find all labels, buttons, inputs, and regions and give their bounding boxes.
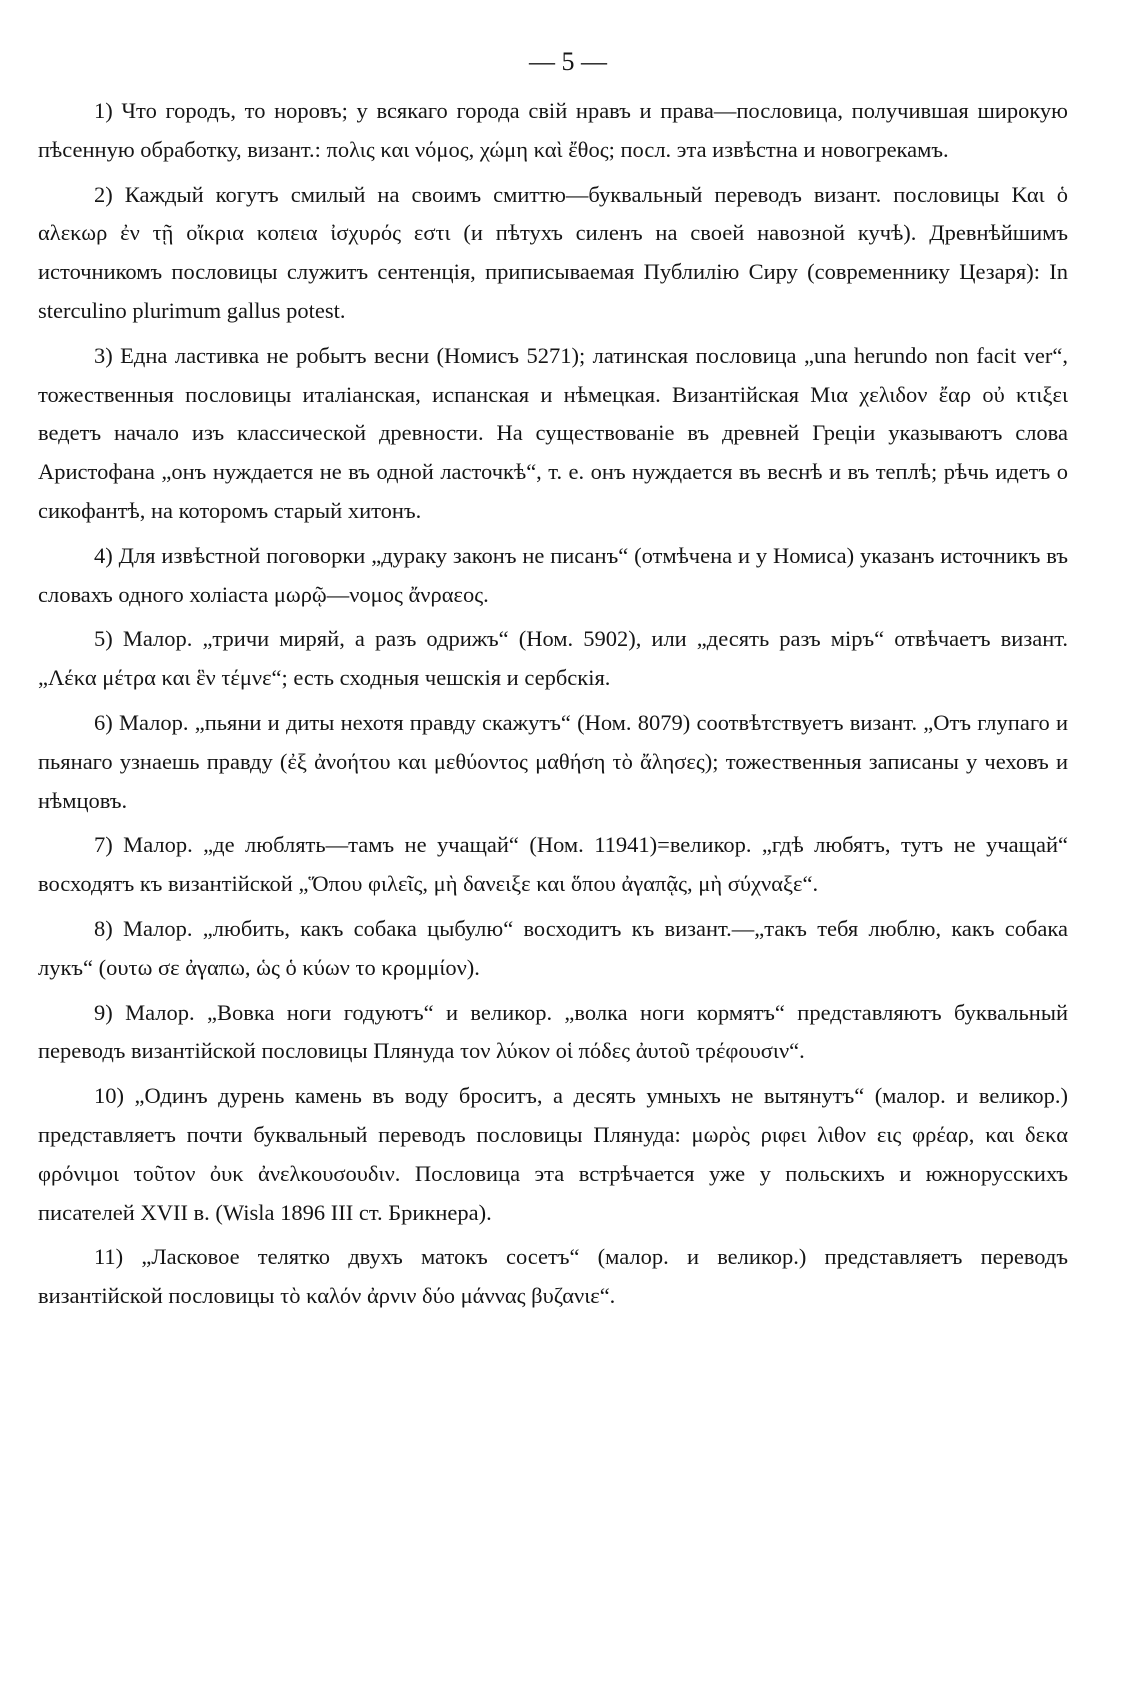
paragraph-7: 7) Малор. „де люблять—тамъ не учащай“ (Ном. 11941)=великор. „гдѣ любятъ, тутъ не учащай“ восходятъ къ византійской „Ὅπου φιλεῖς, μὴ δανειξε και ὅπου ἀγαπᾷς, μὴ σύχναξε“.: [38, 832, 1068, 897]
page-number: — 5 —: [529, 47, 607, 76]
paragraph-5: 5) Малор. „тричи миряй, а разъ одрижъ“ (Ном. 5902), или „десять разъ міръ“ отвѣчаетъ визант. „Λέκα μέτρα και ἓν τέμνε“; есть сходныя чешскія и сербскія.: [38, 626, 1068, 691]
paragraph-11: 11) „Ласковое телятко двухъ матокъ сосетъ“ (малор. и великор.) представляетъ переводъ византійской пословицы τὸ καλόν ἀρνιν δύο μάννας βυζανιε“.: [38, 1244, 1068, 1309]
paragraph-1: 1) Что городъ, то норовъ; у всякаго города свій нравъ и права—пословица, получившая широкую пѣсенную обработку, визант.: πολις και νόμος, χώμη καὶ ἔθος; посл. эта извѣстна и новогрекамъ.: [38, 98, 1068, 162]
body-text: [38, 92, 1068, 1316]
paragraph-6: 6) Малор. „пьяни и диты нехотя правду скажутъ“ (Ном. 8079) соотвѣтствуетъ визант. „Отъ глупаго и пьянаго узнаешь правду (ἐξ ἀνοήτου και μεθύοντος μαθήση τὸ ἄλησες); тожественныя записаны у чеховъ и нѣмцовъ.: [38, 709, 1068, 813]
paragraph-8: 8) Малор. „любить, какъ собака цыбулю“ восходитъ къ визант.—„такъ тебя люблю, какъ собака лукъ“ (ουτω σε ἀγαπω, ὡς ὁ κύων το κρομμίον).: [38, 915, 1068, 980]
paragraph-10: 10) „Одинъ дурень камень въ воду броситъ, а десять умныхъ не вытянутъ“ (малор. и великор.) представляетъ почти буквальный переводъ пословицы Плянуда: μωρὸς ριφει λιθον εις φρέαρ, και δεκα φρόνιμοι τοῦτον ὀυκ ἀνελκουσουδιν. Пословица эта встрѣчается уже у польскихъ и южнорусскихъ писателей XVII в. (Wisla 1896 III ст. Брикнера).: [38, 1083, 1068, 1225]
paragraph-3: 3) Една ластивка не робытъ весни (Номисъ 5271); латинская пословица „una herundo non facit ver“, тожественныя пословицы италіанская, испанская и нѣмецкая. Византійская Μια χελιδον ἔαρ οὐ κτιξει ведетъ начало изъ классической древности. На существованіе въ древней Греціи указываютъ слова Аристофана „онъ нуждается не въ одной ласточкѣ“, т. е. онъ нуждается въ веснѣ и въ теплѣ; рѣчь идетъ о сикофантѣ, на которомъ старый хитонъ.: [38, 342, 1068, 523]
paragraph-4: 4) Для извѣстной поговорки „дураку законъ не писанъ“ (отмѣчена и у Номиса) указанъ источникъ въ словахъ одного холіаста μωρῷ—νομος ἄνραεος.: [38, 542, 1068, 607]
paragraph-2: 2) Каждый когутъ смилый на своимъ смиттю—буквальный переводъ визант. пословицы Και ὁ αλεκωρ ἐν τῇ οἴκρια κοπεια ἰσχυρός εστι (и пѣтухъ силенъ на своей навозной кучѣ). Древнѣйшимъ источникомъ пословицы служитъ сентенція, приписываемая Публилію Сиру (современнику Цезаря): In sterculino plurimum gallus potest.: [38, 181, 1068, 323]
paragraph-9: 9) Малор. „Вовка ноги годуютъ“ и великор. „волка ноги кормятъ“ представляютъ буквальный переводъ византійской пословицы Плянуда τον λύκον οἱ πόδες ἀυτοῦ τρέφουσιν“.: [38, 999, 1068, 1064]
